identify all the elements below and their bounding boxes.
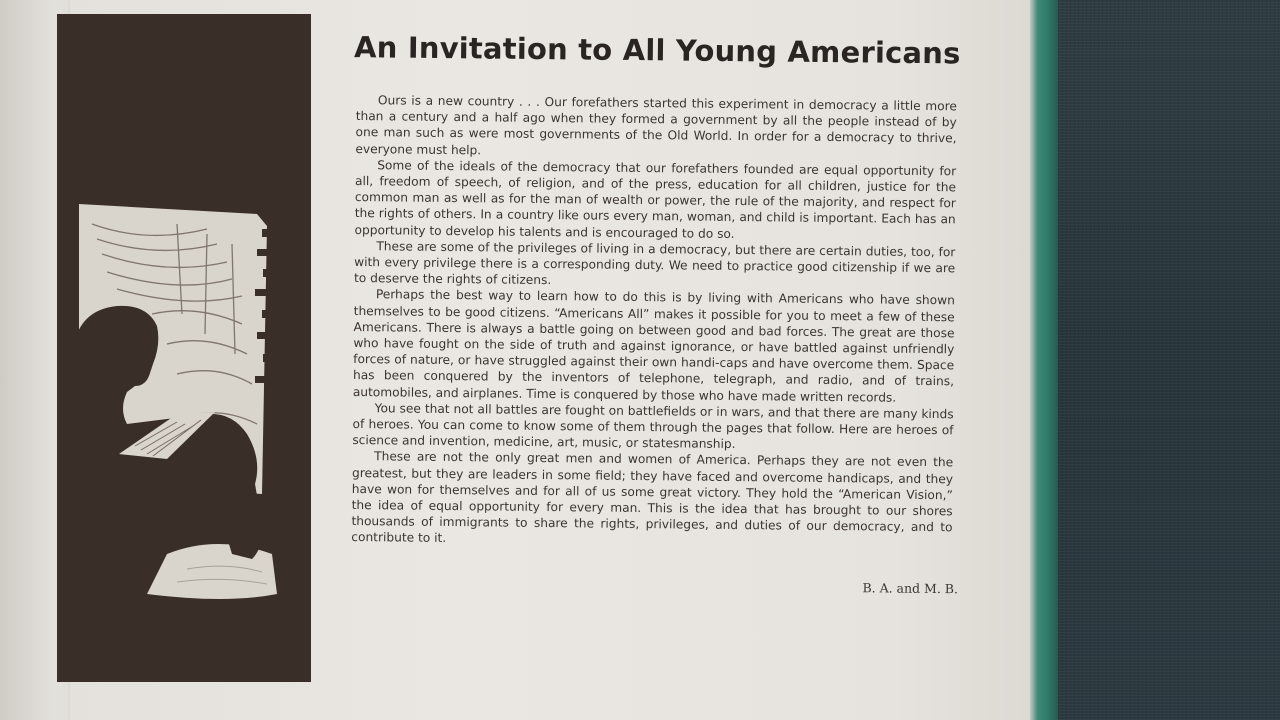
body-text	[351, 92, 957, 552]
illustration-reading-boy	[57, 14, 311, 682]
paragraph: Some of the ideals of the democracy that our forefathers founded are equal opportunity for all, freedom of speech, of religion, and of the press, education for all children, justice for the common man as well as for the man of wealth or power, the rule of the majority, and respect for the rights of others. In a country like ours every man, woman, and child is important. Each has an opportunity to develop his talents and is encouraged to do so.	[354, 158, 957, 241]
book-cover	[1058, 0, 1280, 720]
paragraph: These are not the only great men and women of America. Perhaps they are not even the greatest, but they are leaders in some field; they have faced and overcome handicaps, and they have won for themselves and for all of us some great victory. They hold the “American Vision,” the idea of equal opportunity for every man. This is the idea that has brought to our shores thousands of immigrants to share the rights, privileges, and duties of our democracy, and to contribute to it.	[351, 449, 954, 546]
paragraph: Ours is a new country . . . Our forefathers started this experiment in democracy a little more than a century and a half ago when they formed a government by all the people instead of by one man such as were most governments of the Old World. In order for a democracy to thrive, everyone must help.	[355, 93, 957, 157]
paragraph: Perhaps the best way to learn how to do this is by living with Americans who have shown themselves to be good citizens. “Americans All” makes it possible for you to meet a few of these Americans. There is always a battle going on between good and bad forces. The great are those who have fought on the side of truth and against ignorance, or have battled against unfriendly forces of nature, or have struggled against their own handi-caps and have overcome them. Space has been conquered by the inventors of telephone, telegraph, and radio, and of trains, automobiles, and airplanes. Time is conquered by those who have made written records.	[352, 287, 955, 405]
paragraph: These are some of the privileges of living in a democracy, but there are certain duties, too, for with every privilege there is a corresponding duty. We need to practice good citizenship if we are to deserve the rights of citizens.	[353, 239, 956, 288]
paragraph: You see that not all battles are fought on battlefields or in wars, and that there are many kinds of heroes. You can come to know some of them through the pages that follow. Here are heroes of science and invention, medicine, art, music, or statesmanship.	[352, 401, 954, 452]
book-cover-edge	[1030, 0, 1060, 720]
page-title: An Invitation to All Young Americans	[353, 30, 961, 71]
author-signature: B. A. and M. B.	[862, 580, 959, 597]
